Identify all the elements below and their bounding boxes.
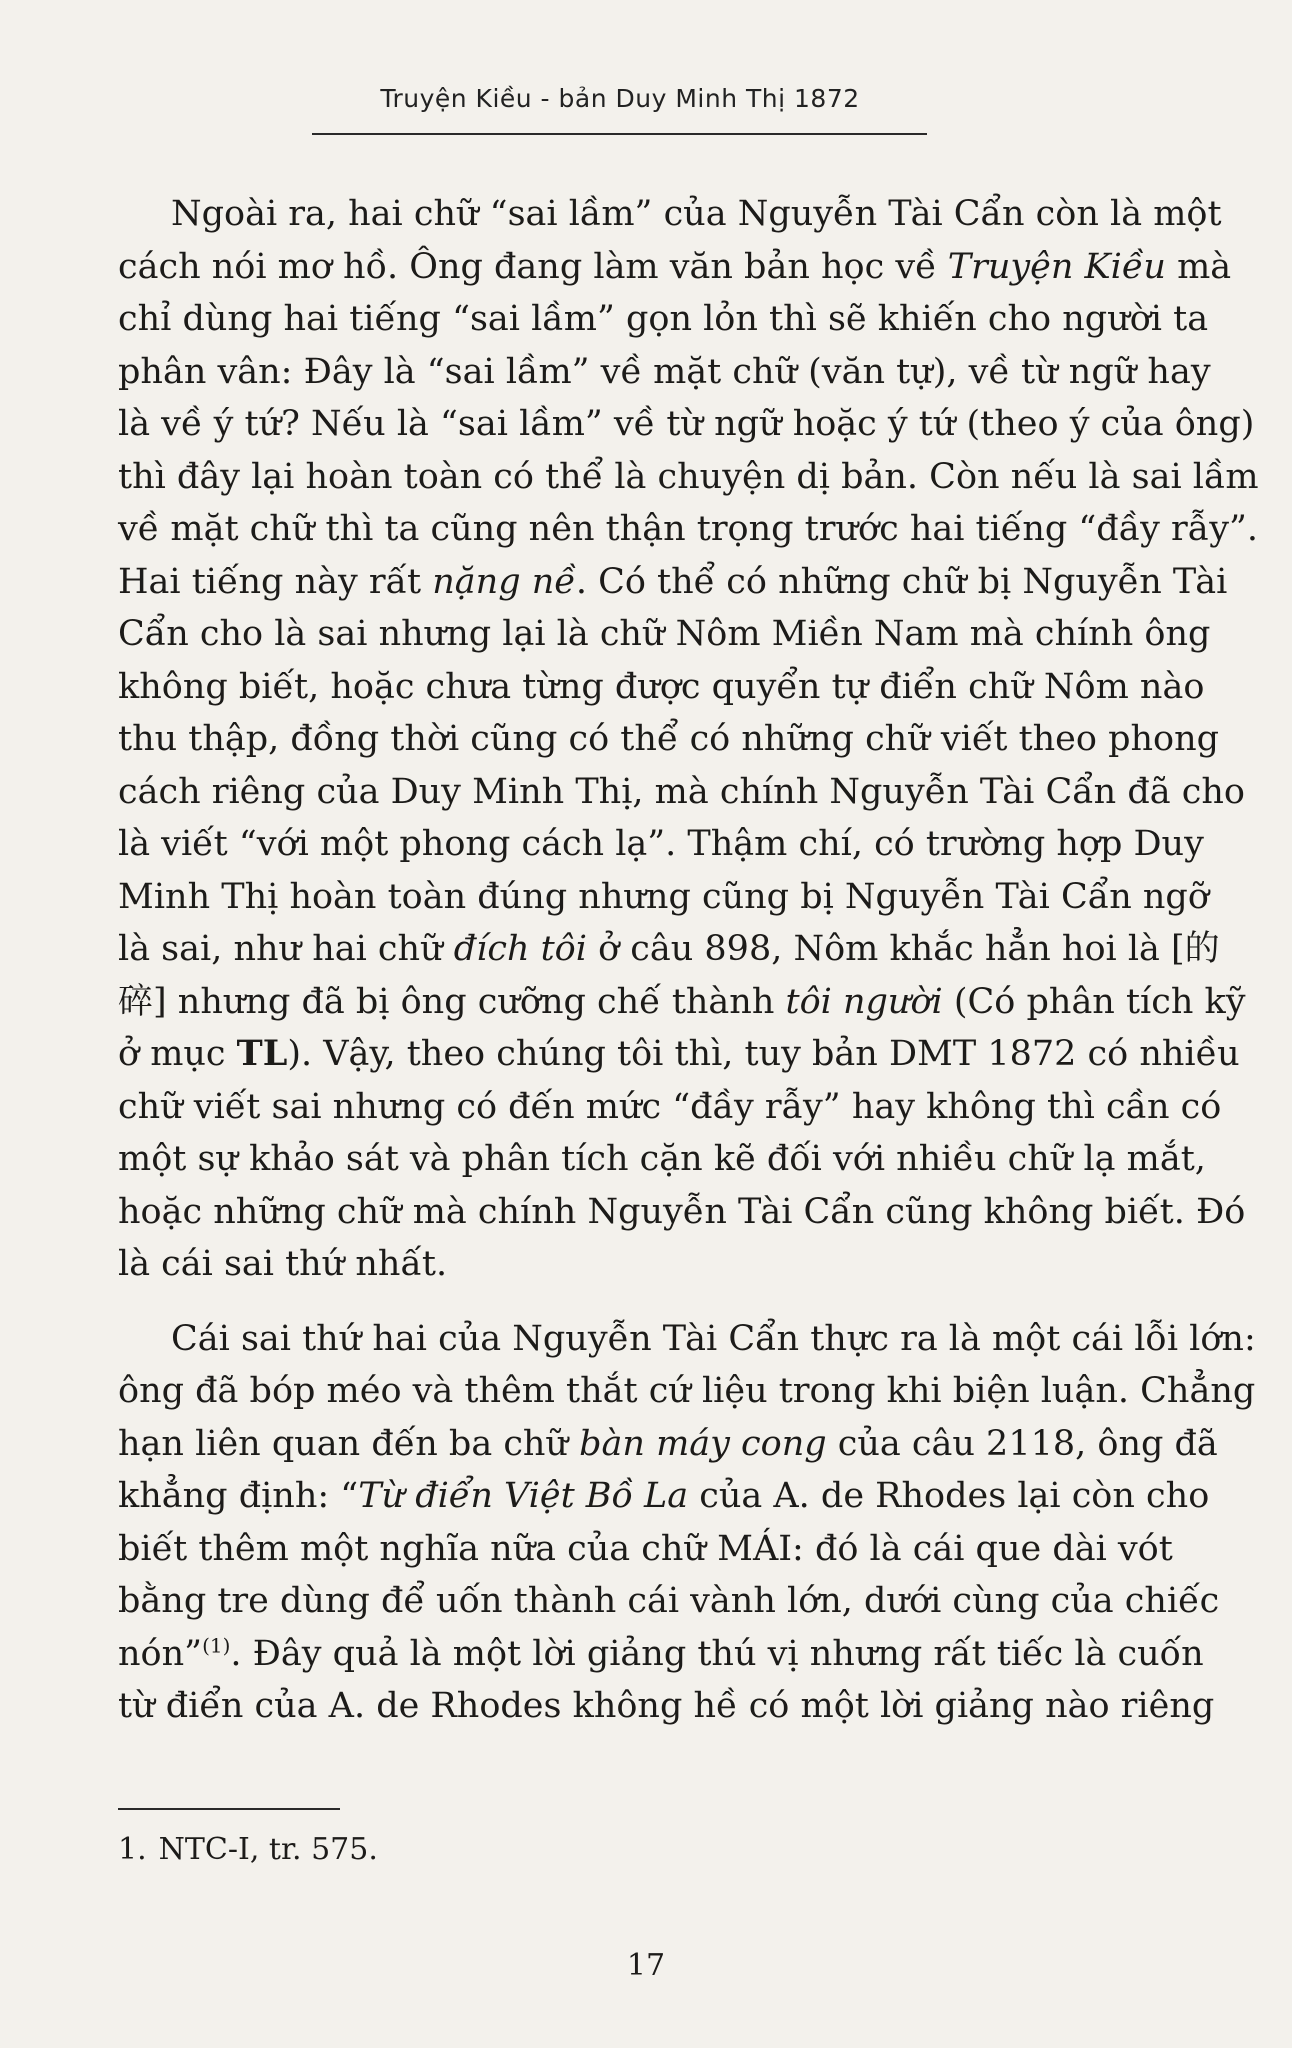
text-line: Cái sai thứ hai của Nguyễn Tài Cẩn thực ra là một cái lỗi lớn: bbox=[171, 1318, 1256, 1359]
text-line: là viết “với một phong cách lạ”. Thậm chí, có trường hợp Duy bbox=[118, 824, 1204, 864]
text-line: chỉ dùng hai tiếng “sai lầm” gọn lỏn thì sẽ khiến cho người ta bbox=[118, 299, 1209, 339]
text-line: chữ viết sai nhưng có đến mức “đầy rẫy” hay không thì cần có bbox=[118, 1086, 1222, 1127]
body-text bbox=[118, 188, 1259, 1733]
text-line: hoặc những chữ mà chính Nguyễn Tài Cẩn cũng không biết. Đó bbox=[118, 1191, 1246, 1232]
text-line: biết thêm một nghĩa nữa của chữ MÁI: đó là cái que dài vót bbox=[118, 1528, 1173, 1569]
text-line: cách nói mơ hồ. Ông đang làm văn bản học về Truyện Kiều mà bbox=[118, 246, 1232, 287]
text-line: một sự khảo sát và phân tích cặn kẽ đối với nhiều chữ lạ mắt, bbox=[118, 1139, 1206, 1179]
page-number: 17 bbox=[626, 1948, 666, 1983]
italic-text: tôi người bbox=[785, 981, 943, 1022]
text-line: về mặt chữ thì ta cũng nên thận trọng trước hai tiếng “đầy rẫy”. bbox=[118, 509, 1259, 549]
footnote-rule bbox=[118, 1808, 340, 1810]
text-line: 碎] nhưng đã bị ông cưỡng chế thành tôi người (Có phân tích kỹ bbox=[118, 981, 1246, 1022]
running-head: Truyện Kiều - bản Duy Minh Thị 1872 bbox=[380, 84, 860, 113]
text-line: thu thập, đồng thời cũng có thể có những chữ viết theo phong bbox=[118, 719, 1220, 759]
text-line: không biết, hoặc chưa từng được quyển tự điển chữ Nôm nào bbox=[118, 666, 1205, 707]
footnote bbox=[118, 1832, 378, 1867]
text-line: phân vân: Đây là “sai lầm” về mặt chữ (văn tự), về từ ngữ hay bbox=[118, 351, 1211, 392]
bold-text: TL bbox=[236, 1033, 288, 1074]
text-line: ông đã bóp méo và thêm thắt cứ liệu trong khi biện luận. Chẳng bbox=[118, 1371, 1256, 1411]
text-line: nón”$^{(1)}$. Đây quả là một lời giảng thú vị nhưng rất tiếc là cuốn bbox=[118, 1632, 1204, 1674]
italic-text: Truyện Kiều bbox=[947, 246, 1166, 287]
text-line: cách riêng của Duy Minh Thị, mà chính Nguyễn Tài Cẩn đã cho bbox=[118, 771, 1245, 812]
footnote-number: 1. bbox=[118, 1832, 147, 1867]
text-line: Minh Thị hoàn toàn đúng nhưng cũng bị Nguyễn Tài Cẩn ngỡ bbox=[118, 876, 1209, 917]
paragraph bbox=[118, 188, 1259, 1291]
italic-text: nặng nề bbox=[432, 561, 576, 602]
italic-text: Từ điển Việt Bồ La bbox=[358, 1476, 689, 1516]
text-line: khẳng định: “Từ điển Việt Bồ La của A. de Rhodes lại còn cho bbox=[118, 1476, 1210, 1516]
text-line: từ điển của A. de Rhodes không hề có một lời giảng nào riêng bbox=[118, 1686, 1215, 1726]
text-line: Cẩn cho là sai nhưng lại là chữ Nôm Miền Nam mà chính ông bbox=[118, 614, 1211, 654]
paragraph bbox=[118, 1313, 1256, 1733]
italic-text: bàn máy cong bbox=[579, 1423, 827, 1464]
text-line: là về ý tứ? Nếu là “sai lầm” về từ ngữ hoặc ý tứ (theo ý của ông) bbox=[118, 404, 1255, 444]
text-line: Ngoài ra, hai chữ “sai lầm” của Nguyễn Tài Cẩn còn là một bbox=[171, 194, 1222, 234]
header-rule bbox=[312, 133, 927, 135]
text-line: bằng tre dùng để uốn thành cái vành lớn, dưới cùng của chiếc bbox=[118, 1581, 1220, 1621]
text-line: Hai tiếng này rất nặng nề. Có thể có những chữ bị Nguyễn Tài bbox=[118, 561, 1228, 602]
footnote-text: NTC-I, tr. 575. bbox=[158, 1832, 378, 1867]
text-line: là sai, như hai chữ đích tôi ở câu 898, Nôm khắc hẳn hoi là [的 bbox=[118, 929, 1220, 969]
text-line: hạn liên quan đến ba chữ bàn máy cong của câu 2118, ông đã bbox=[118, 1423, 1218, 1464]
text-line: là cái sai thứ nhất. bbox=[118, 1244, 448, 1284]
text-line: thì đây lại hoàn toàn có thể là chuyện dị bản. Còn nếu là sai lầm bbox=[118, 456, 1259, 497]
italic-text: đích tôi bbox=[453, 929, 587, 969]
footnote-ref: (1) bbox=[202, 1632, 231, 1657]
text-line: ở mục TL). Vậy, theo chúng tôi thì, tuy bản DMT 1872 có nhiều bbox=[118, 1033, 1240, 1074]
